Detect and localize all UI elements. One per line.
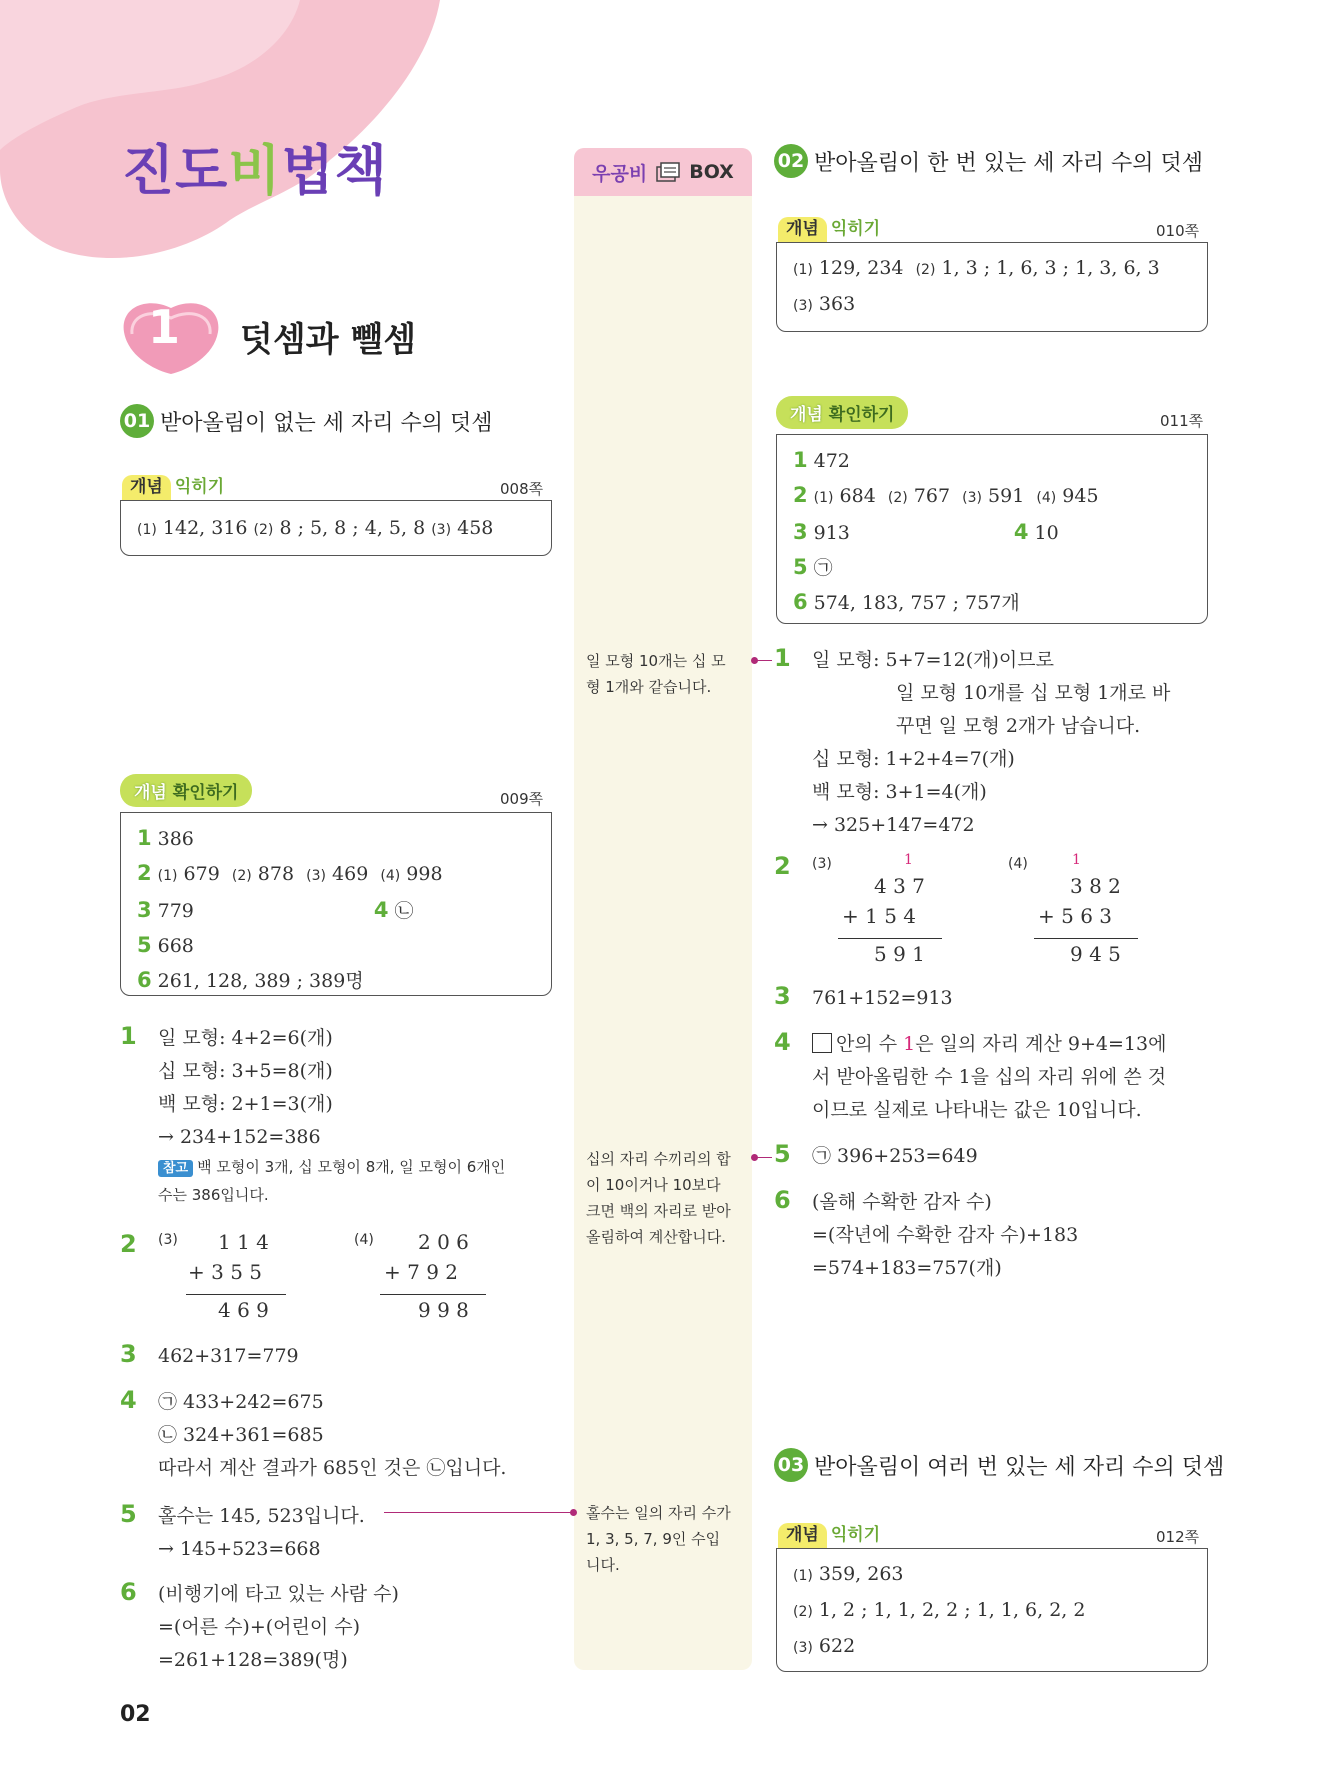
connector-dot [570,1509,577,1516]
page-ref: 010쪽 [1156,222,1200,240]
page-ref: 008쪽 [500,480,544,498]
side-note-3: 홀수는 일의 자리 수가 1, 3, 5, 7, 9인 수입 니다. [586,1504,731,1574]
practice-answer-box: (1) 142, 316 (2) 8 ; 5, 8 ; 4, 5, 8 (3) 458 [120,500,552,556]
side-note-2: 십의 자리 수끼리의 합 이 10이거나 10보다 크면 백의 자리로 받아 올림하여 계산합니다. [586,1150,731,1246]
practice-tag: 개념 익히기 [778,1520,880,1545]
check-tag: 개념 확인하기 [120,774,252,807]
answer-4: 안의 수 1은 일의 자리 계산 9+4=13에 서 받아올림한 수 1을 십의 자리 위에 쓴 것 이므로 실제로 나타내는 값은 10입니다. [812,1033,1167,1121]
reference-tip: 참고 백 모형이 3개, 십 모형이 8개, 일 모형이 6개인 수는 386입니다. [158,1158,506,1204]
page-ref: 009쪽 [500,790,544,808]
unit-number: 1 [148,300,181,354]
section-title: 받아올림이 없는 세 자리 수의 덧셈 [160,410,493,436]
section-03-heading [774,1448,1224,1482]
answer-6: (비행기에 타고 있는 사람 수) =(어른 수)+(어린이 수) =261+128=389(명) [158,1583,399,1671]
answer-4: ㉠ 433+242=675 ㉡ 324+361=685 따라서 계산 결과가 685인 것은 ㉡입니다. [158,1391,507,1479]
page-number: 02 [120,1702,151,1727]
section-02-heading [774,144,1203,178]
answer-1-explanation: 일 모형: 4+2=6(개) 십 모형: 3+5=8(개) 백 모형: 2+1=3(개) → 234+152=386 [158,1027,333,1148]
question-number: 4 [120,1386,137,1414]
section-number: 02 [774,144,808,178]
question-number: 6 [774,1186,791,1214]
practice-tag: 개념 익히기 [122,472,224,497]
question-number: 5 [774,1140,791,1168]
connector-line [756,1157,772,1158]
answer-5: 홀수는 145, 523입니다. → 145+523=668 [158,1505,365,1560]
section-title: 받아올림이 한 번 있는 세 자리 수의 덧셈 [814,150,1203,176]
vertical-addition-pair: (3) 1 1 4 + 3 5 5 4 6 9 (4) 2 0 6 + 7 9 2 9 9 8 [158,1230,498,1340]
vertical-addition-pair: (3) 1 4 3 7 + 1 5 4 5 9 1 (4) 1 3 8 2 + 5 6 3 9 4 5 [812,852,1142,972]
answer-3: 462+317=779 [158,1345,299,1367]
side-note-header: 우공비 BOX [574,148,752,196]
answer-6: (올해 수확한 감자 수) =(작년에 수확한 감자 수)+183 =574+183=757(개) [812,1191,1079,1279]
question-number: 2 [120,1230,137,1258]
page-ref: 011쪽 [1160,412,1204,430]
section-01-heading [120,404,493,438]
practice-answer-box: (1) 129, 234 (2) 1, 3 ; 1, 6, 3 ; 1, 3, 6, 3 (3) 363 [776,242,1208,332]
section-number: 03 [774,1448,808,1482]
question-number: 6 [120,1578,137,1606]
practice-answer-box: (1) 359, 263 (2) 1, 2 ; 1, 1, 2, 2 ; 1, 1, 6, 2, 2 (3) 622 [776,1548,1208,1672]
practice-tag: 개념 익히기 [778,214,880,239]
answer-1-explanation: 일 모형: 5+7=12(개)이므로 일 모형 10개를 십 모형 1개로 바 꾸면 일 모형 2개가 남습니다. 십 모형: 1+2+4=7(개) 백 모형: 3+1=4(개) → 325+147=472 [812,649,1171,836]
question-number: 5 [120,1500,137,1528]
question-number: 3 [120,1340,137,1368]
check-answer-box: 1 386 2 (1) 679 (2) 878 (3) 469 (4) 998 3 779 4 ㉡ 5 668 6 261, 128, 389 ; 389명 [120,812,552,996]
question-number: 2 [774,852,791,880]
side-note-1: 일 모형 10개는 십 모 형 1개와 같습니다. [586,652,726,696]
section-number: 01 [120,404,154,438]
question-number: 1 [120,1022,137,1050]
connector-line [384,1512,574,1513]
question-number: 4 [774,1028,791,1056]
answer-3: 761+152=913 [812,987,953,1009]
connector-line [756,660,772,661]
answer-5: ㉠ 396+253=649 [812,1145,978,1167]
page-ref: 012쪽 [1156,1528,1200,1546]
question-number: 1 [774,644,791,672]
question-number: 3 [774,982,791,1010]
side-note-column [574,148,752,1670]
check-answer-box: 1 472 2 (1) 684 (2) 767 (3) 591 (4) 945 3 913 4 10 5 ㉠ 6 574, 183, 757 ; 757개 [776,434,1208,624]
unit-title: 덧셈과 뺄셈 [240,320,417,360]
book-title: 진도비법책 [122,139,388,202]
section-title: 받아올림이 여러 번 있는 세 자리 수의 덧셈 [814,1454,1225,1480]
box-icon [655,161,681,183]
reference-badge: 참고 [158,1160,193,1177]
check-tag: 개념 확인하기 [776,396,908,429]
box-symbol-icon [812,1033,832,1053]
